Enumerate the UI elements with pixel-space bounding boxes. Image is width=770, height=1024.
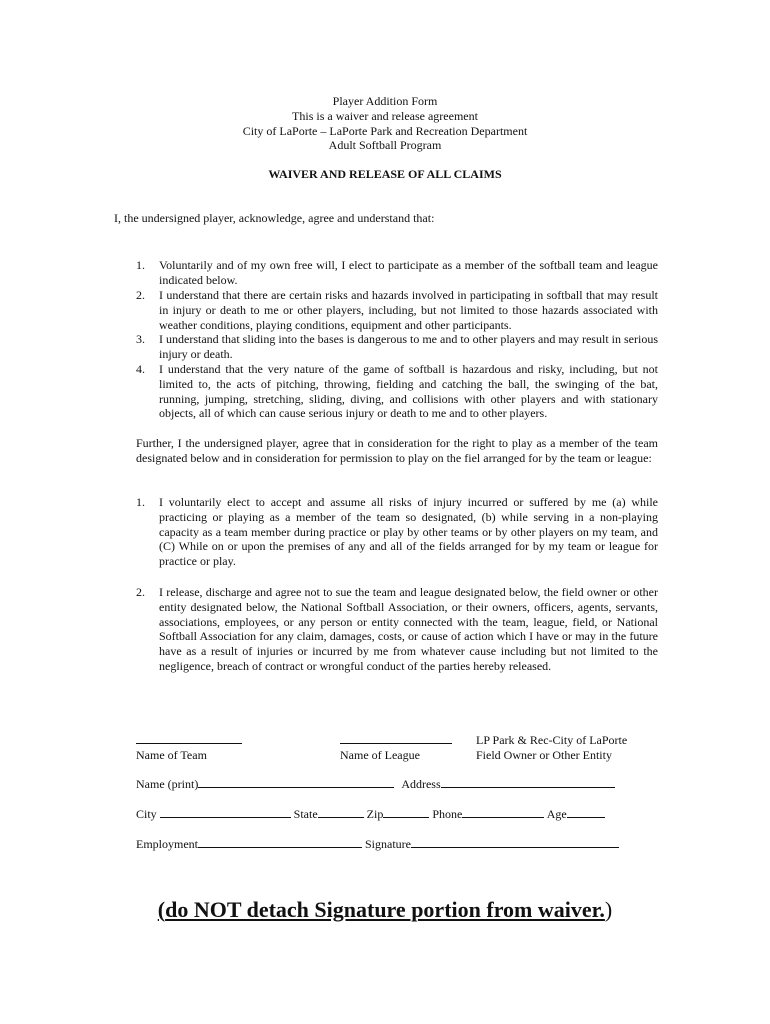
city-label: City [136, 807, 157, 821]
list-item-text: I understand that the very nature of the game of softball is hazardous and risky, including, but not limited to, the acts of pitching, throwing, fielding and catching the ball, the swinging of the bat, running, jumping, stretching, sliding, diving, and collisions with other players and with stationary objects, all of which can cause serious injury or death to me and to other players. [159, 362, 658, 421]
list-item-text: I understand that sliding into the bases is dangerous to me and to other players and may result in serious injury or death. [159, 332, 658, 361]
form-subtitle: This is a waiver and release agreement [292, 108, 478, 123]
team-name-label: Name of Team [136, 748, 207, 762]
list-item-number: 1. [136, 258, 145, 272]
team-name-line[interactable] [136, 733, 242, 744]
list-item-number: 2. [136, 288, 145, 302]
list-item-number: 4. [136, 362, 145, 376]
zip-line[interactable] [383, 807, 429, 818]
phone-label: Phone [432, 807, 463, 821]
name-print-label: Name (print) [136, 777, 199, 791]
address-line[interactable] [441, 777, 615, 788]
intro-statement: I, the undersigned player, acknowledge, agree and understand that: [114, 211, 435, 225]
list-item-number: 2. [136, 585, 145, 599]
employment-row [136, 837, 619, 852]
notice-text: do NOT detach Signature portion from waiver. [165, 897, 605, 922]
employment-line[interactable] [198, 837, 362, 848]
detach-notice [0, 897, 770, 923]
employment-label: Employment [136, 837, 198, 851]
form-title: Player Addition Form [332, 94, 438, 108]
field-owner-value: LP Park & Rec-City of LaPorte [476, 733, 628, 747]
waiver-title: WAIVER AND RELEASE OF ALL CLAIMS [268, 167, 502, 181]
phone-line[interactable] [462, 807, 544, 818]
list-item-text: I release, discharge and agree not to sue the team and league designated below, the field owner or other entity designated below, the National Softball Association, or their owners, officers, agents, servants, associations, employees, or any person or entity connected with the team, league, field, or National Softball Association for any claim, damages, costs, or cause of action which I have or may in the future have as a result of injuries or incurred by me from whatever cause including but not limited to the negligence, breach of contract or wrongful conduct of the parties hereby released. [159, 585, 658, 673]
league-name-label: Name of League [340, 748, 420, 762]
age-line[interactable] [567, 807, 605, 818]
city-row [136, 807, 605, 822]
department-name: City of LaPorte – LaPorte Park and Recreation Department [242, 123, 528, 138]
notice-open: ( [157, 897, 166, 922]
name-print-line[interactable] [198, 777, 394, 788]
address-label: Address [401, 777, 441, 791]
list-item-text: Voluntarily and of my own free will, I elect to participate as a member of the softball team and league indicated below. [159, 258, 658, 287]
state-label: State [293, 807, 318, 821]
signature-label: Signature [365, 837, 411, 851]
league-name-field[interactable] [340, 733, 452, 748]
list-item-number: 3. [136, 332, 145, 346]
consideration-paragraph: Further, I the undersigned player, agree that in consideration for the right to play as a member of the team designated below and in consideration for permission to play on the fiel arranged for by the team or league: [136, 436, 658, 465]
program-name: Adult Softball Program [328, 138, 442, 153]
form-header [0, 94, 770, 153]
zip-label: Zip [366, 807, 384, 821]
list-item-number: 1. [136, 495, 145, 509]
list-item-text: I voluntarily elect to accept and assume all risks of injury incurred or suffered by me (a) while practicing or playing as a member of the team so designated, (b) while serving in a non-playing capacity as a team member during practice or play by other teams or by other players on my team, and (C) While on or upon the premises of any and all of the fields arranged for by my team or league for practice or play. [159, 495, 658, 569]
notice-close: ) [604, 897, 613, 922]
field-owner-label: Field Owner or Other Entity [476, 748, 612, 762]
list-item-text: I understand that there are certain risks and hazards involved in participating in softball that may result in injury or death to me or other players, including, but not limited to those hazards associated with weather conditions, playing conditions, equipment and other participants. [159, 288, 658, 332]
acknowledgement-list [136, 258, 658, 423]
release-list [136, 495, 658, 695]
age-label: Age [546, 807, 567, 821]
city-line[interactable] [160, 807, 291, 818]
state-line[interactable] [318, 807, 364, 818]
team-name-field[interactable] [136, 733, 242, 748]
name-address-row [136, 777, 615, 792]
signature-line[interactable] [411, 837, 619, 848]
league-name-line[interactable] [340, 733, 452, 744]
